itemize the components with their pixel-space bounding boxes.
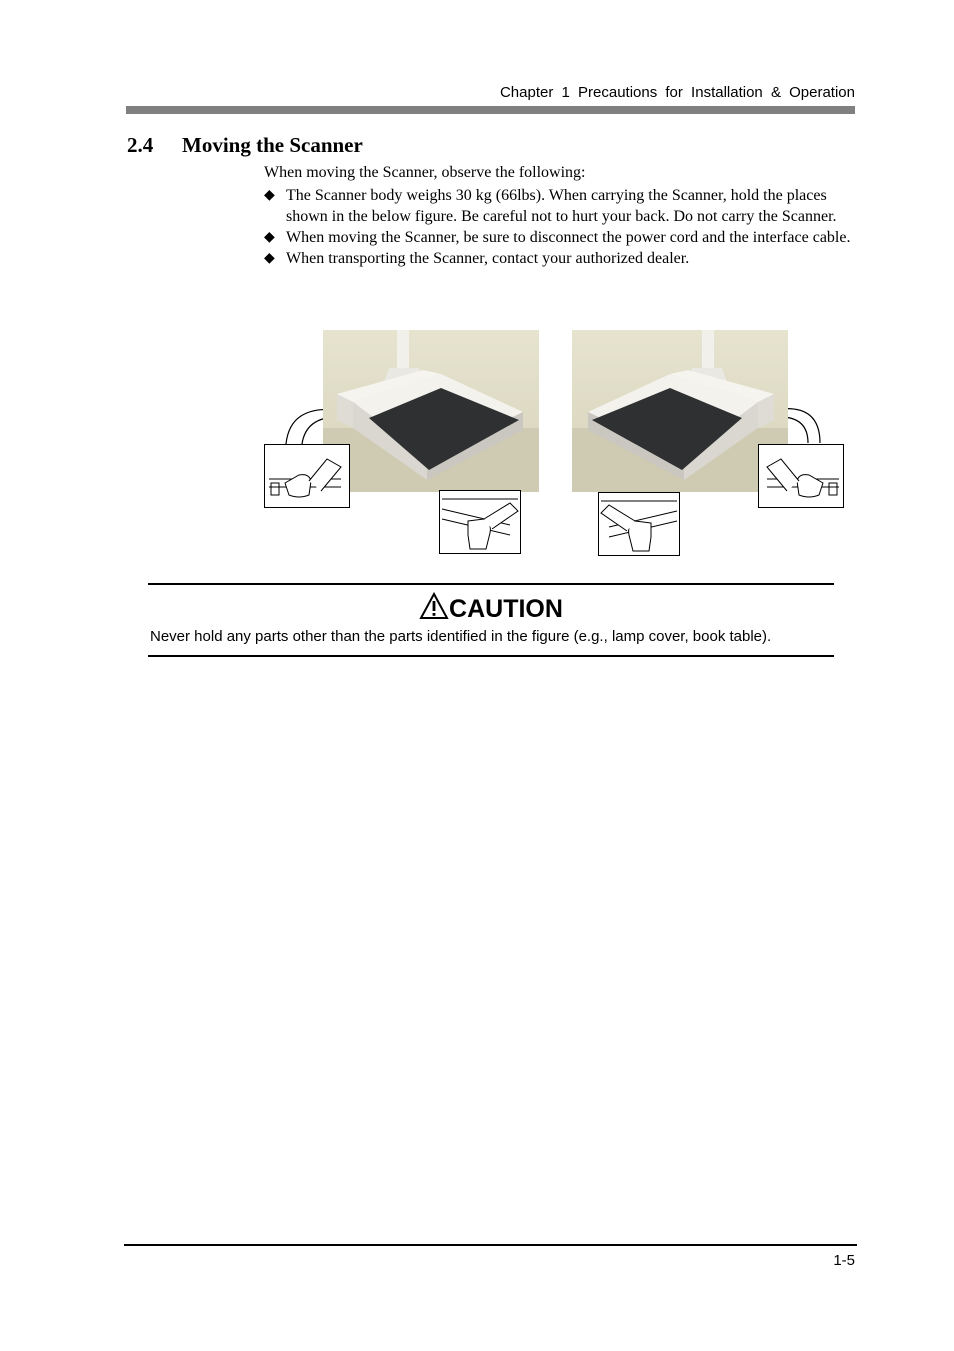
diamond-bullet-icon: ◆ [264,188,275,203]
scanner-photo-left [323,330,539,492]
footer-divider [124,1244,857,1246]
section-heading [127,133,363,158]
caution-rule-top [148,583,834,585]
hand-grip-icon [759,445,843,507]
hand-grip-icon [440,491,520,553]
caution-rule-bottom [148,655,834,657]
list-item: ◆ When moving the Scanner, be sure to disconnect the power cord and the interface cable. [264,229,851,246]
caution-title: CAUTION [449,595,563,623]
header-divider [126,106,855,114]
bullet-list [264,185,858,269]
diamond-bullet-icon: ◆ [264,230,275,245]
page-number: 1-5 [833,1252,855,1269]
section-number: 2.4 [127,133,154,157]
grip-inset-right-side [758,444,844,508]
section-title: Moving the Scanner [182,133,363,157]
grip-inset-left-front [439,490,521,554]
hand-grip-icon [599,493,679,555]
grip-inset-right-front [598,492,680,556]
list-item: ◆ The Scanner body weighs 30 kg (66lbs). When carrying the Scanner, hold the places shown in the below figure. Be careful not to hurt your back. Do not carry the Scanner. [264,187,837,225]
warning-triangle-icon [419,592,449,627]
running-header: Chapter 1 Precautions for Installation & Operation [499,84,855,101]
grip-inset-left-side [264,444,350,508]
intro-text: When moving the Scanner, observe the following: [264,164,586,181]
caution-text: Never hold any parts other than the parts identified in the figure (e.g., lamp cover, book table). [150,628,772,645]
scanner-photo-right [572,330,788,492]
caution-heading [148,592,834,627]
hand-grip-icon [265,445,349,507]
diamond-bullet-icon: ◆ [264,251,275,266]
list-item: ◆ When transporting the Scanner, contact your authorized dealer. [264,250,690,267]
